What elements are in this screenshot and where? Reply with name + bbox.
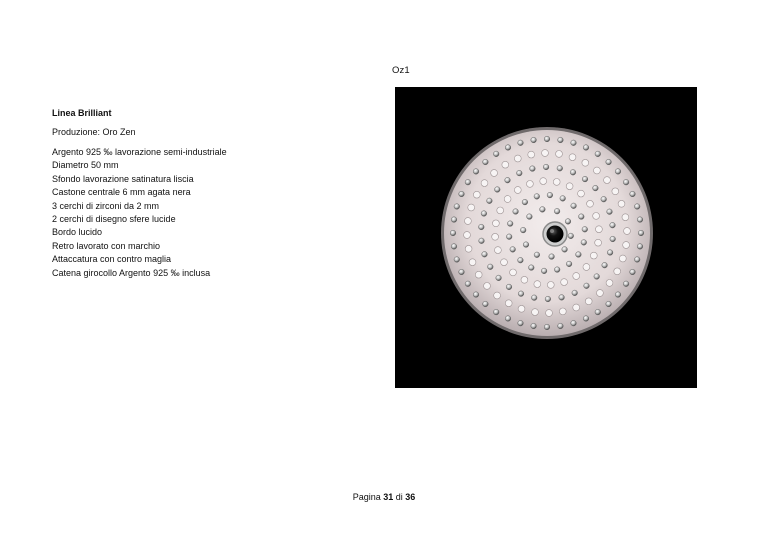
zircon-gem bbox=[565, 219, 571, 225]
feature-item: 3 cerchi di zirconi da 2 mm bbox=[52, 200, 160, 211]
product-producer: Produzione: Oro Zen bbox=[52, 127, 136, 137]
polished-sphere bbox=[521, 276, 528, 283]
zircon-gem bbox=[607, 209, 613, 215]
feature-item: Catena girocollo Argento 925 ‰ inclusa bbox=[52, 267, 211, 278]
polished-sphere bbox=[504, 196, 511, 203]
zircon-gem bbox=[465, 179, 471, 185]
polished-sphere bbox=[497, 207, 504, 214]
polished-sphere bbox=[532, 309, 539, 316]
polished-sphere bbox=[492, 233, 499, 240]
zircon-gem bbox=[518, 291, 524, 297]
zircon-gem bbox=[505, 316, 511, 322]
polished-sphere bbox=[597, 290, 604, 297]
zircon-gem bbox=[493, 309, 499, 315]
zircon-gem bbox=[610, 222, 616, 228]
zircon-gem bbox=[479, 224, 485, 230]
polished-sphere bbox=[528, 151, 535, 158]
polished-sphere bbox=[618, 200, 625, 207]
zircon-gem bbox=[450, 230, 456, 236]
zircon-gem bbox=[571, 203, 577, 209]
page-footer bbox=[0, 492, 768, 502]
zircon-gem bbox=[530, 166, 536, 172]
polished-sphere bbox=[469, 259, 476, 266]
polished-sphere bbox=[505, 300, 512, 307]
zircon-gem bbox=[576, 252, 582, 258]
zircon-gem bbox=[518, 320, 524, 326]
feature-item: 2 cerchi di disegno sfere lucide bbox=[52, 214, 176, 225]
zircon-gem bbox=[473, 292, 479, 298]
stone-highlight bbox=[550, 229, 554, 233]
feature-item: Argento 925 ‰ lavorazione semi-industriale bbox=[52, 147, 227, 157]
zircon-gem bbox=[571, 320, 577, 326]
zircon-gem bbox=[544, 136, 550, 142]
zircon-gem bbox=[634, 257, 640, 263]
feature-item: Bordo lucido bbox=[52, 227, 103, 238]
zircon-gem bbox=[581, 240, 587, 246]
zircon-gem bbox=[522, 199, 528, 205]
zircon-gem bbox=[606, 159, 612, 165]
zircon-gem bbox=[595, 151, 601, 157]
zircon-gem bbox=[481, 211, 487, 217]
polished-sphere bbox=[604, 177, 611, 184]
polished-sphere bbox=[596, 226, 603, 233]
polished-sphere bbox=[583, 264, 590, 271]
zircon-gem bbox=[505, 145, 511, 151]
polished-sphere bbox=[614, 268, 621, 275]
polished-sphere bbox=[542, 150, 549, 157]
zircon-gem bbox=[638, 230, 644, 236]
zircon-gem bbox=[558, 137, 564, 143]
zircon-gem bbox=[568, 233, 574, 239]
zircon-gem bbox=[566, 261, 572, 267]
footer-separator: di bbox=[395, 492, 403, 502]
zircon-gem bbox=[559, 295, 565, 301]
polished-sphere bbox=[484, 283, 491, 290]
zircon-gem bbox=[554, 267, 560, 273]
zircon-gem bbox=[465, 281, 471, 287]
page-code: Oz1 bbox=[392, 65, 410, 76]
agate-stone bbox=[547, 226, 564, 243]
polished-sphere bbox=[594, 167, 601, 174]
feature-item: Diametro 50 mm bbox=[52, 160, 119, 171]
polished-sphere bbox=[587, 200, 594, 207]
zircon-gem bbox=[506, 234, 512, 240]
zircon-gem bbox=[560, 196, 566, 202]
zircon-gem bbox=[451, 217, 457, 223]
zircon-gem bbox=[483, 159, 489, 165]
zircon-gem bbox=[543, 164, 549, 170]
polished-sphere bbox=[569, 154, 576, 161]
zircon-gem bbox=[554, 208, 560, 214]
polished-sphere bbox=[590, 252, 597, 259]
total-page-count: 36 bbox=[405, 492, 416, 502]
polished-sphere bbox=[559, 308, 566, 315]
zircon-gem bbox=[572, 290, 578, 296]
zircon-gem bbox=[495, 187, 501, 193]
zircon-gem bbox=[493, 151, 499, 157]
zircon-gem bbox=[540, 207, 546, 213]
zircon-gem bbox=[454, 257, 460, 263]
polished-sphere bbox=[494, 292, 501, 299]
zircon-gem bbox=[558, 323, 564, 329]
polished-sphere bbox=[473, 191, 480, 198]
zircon-gem bbox=[482, 252, 488, 258]
zircon-gem bbox=[562, 247, 568, 253]
zircon-gem bbox=[594, 274, 600, 280]
zircon-gem bbox=[549, 254, 555, 260]
zircon-gem bbox=[510, 247, 516, 253]
zircon-gem bbox=[496, 275, 502, 281]
polished-sphere bbox=[514, 155, 521, 162]
polished-sphere bbox=[493, 220, 500, 227]
zircon-gem bbox=[454, 204, 460, 210]
feature-item: Retro lavorato con marchio bbox=[52, 240, 161, 251]
zircon-gem bbox=[583, 145, 589, 151]
polished-sphere bbox=[540, 178, 547, 185]
zircon-gem bbox=[637, 244, 643, 250]
zircon-gem bbox=[583, 316, 589, 322]
polished-sphere bbox=[465, 218, 472, 225]
zircon-gem bbox=[607, 250, 613, 256]
feature-list bbox=[52, 146, 352, 280]
footer-prefix: Pagina bbox=[352, 492, 381, 502]
zircon-gem bbox=[595, 309, 601, 315]
polished-sphere bbox=[518, 305, 525, 312]
zircon-gem bbox=[602, 262, 608, 268]
polished-sphere bbox=[623, 242, 630, 249]
feature-item: Attaccatura con contro maglia bbox=[52, 254, 172, 265]
zircon-gem bbox=[534, 194, 540, 200]
polished-sphere bbox=[595, 239, 602, 246]
zircon-gem bbox=[541, 268, 547, 274]
zircon-gem bbox=[479, 238, 485, 244]
polished-sphere bbox=[514, 187, 521, 194]
zircon-gem bbox=[505, 177, 511, 183]
product-description bbox=[52, 108, 352, 280]
zircon-gem bbox=[488, 264, 494, 270]
polished-sphere bbox=[622, 214, 629, 221]
polished-sphere bbox=[501, 259, 508, 266]
zircon-gem bbox=[520, 227, 526, 233]
polished-sphere bbox=[468, 204, 475, 211]
zircon-gem bbox=[518, 257, 524, 263]
zircon-gem bbox=[582, 176, 588, 182]
polished-sphere bbox=[606, 280, 613, 287]
feature-item: Sfondo lavorazione satinatura liscia bbox=[52, 173, 194, 184]
polished-sphere bbox=[612, 188, 619, 195]
polished-sphere bbox=[546, 310, 553, 317]
zircon-gem bbox=[593, 185, 599, 191]
zircon-gem bbox=[623, 179, 629, 185]
zircon-gem bbox=[637, 217, 643, 223]
zircon-gem bbox=[451, 244, 457, 250]
zircon-gem bbox=[615, 169, 621, 175]
zircon-gem bbox=[534, 252, 540, 258]
product-photo bbox=[395, 87, 697, 388]
polished-sphere bbox=[573, 273, 580, 280]
zircon-gem bbox=[531, 323, 537, 329]
zircon-gem bbox=[623, 281, 629, 287]
polished-sphere bbox=[464, 232, 471, 239]
zircon-gem bbox=[531, 295, 537, 301]
zircon-gem bbox=[547, 192, 553, 198]
zircon-gem bbox=[630, 191, 636, 197]
polished-sphere bbox=[491, 170, 498, 177]
zircon-gem bbox=[473, 169, 479, 175]
polished-sphere bbox=[585, 298, 592, 305]
product-title: Linea Brilliant bbox=[52, 108, 112, 118]
pendant-image bbox=[395, 87, 697, 388]
polished-sphere bbox=[481, 180, 488, 187]
zircon-gem bbox=[459, 191, 465, 197]
polished-sphere bbox=[502, 161, 509, 168]
polished-sphere bbox=[495, 247, 502, 254]
polished-sphere bbox=[556, 151, 563, 158]
zircon-gem bbox=[531, 137, 537, 143]
zircon-gem bbox=[507, 221, 513, 227]
zircon-gem bbox=[582, 227, 588, 233]
zircon-gem bbox=[529, 265, 535, 271]
zircon-gem bbox=[630, 269, 636, 275]
polished-sphere bbox=[510, 269, 517, 276]
polished-sphere bbox=[527, 181, 534, 188]
zircon-gem bbox=[615, 292, 621, 298]
zircon-gem bbox=[601, 196, 607, 202]
zircon-gem bbox=[527, 214, 533, 220]
polished-sphere bbox=[578, 190, 585, 197]
zircon-gem bbox=[518, 140, 524, 146]
polished-sphere bbox=[593, 213, 600, 220]
polished-sphere bbox=[619, 255, 626, 262]
zircon-gem bbox=[506, 284, 512, 290]
zircon-gem bbox=[606, 301, 612, 307]
feature-item: Castone centrale 6 mm agata nera bbox=[52, 187, 191, 198]
zircon-gem bbox=[570, 170, 576, 176]
zircon-gem bbox=[517, 170, 523, 176]
zircon-gem bbox=[459, 269, 465, 275]
zircon-gem bbox=[557, 166, 563, 172]
zircon-gem bbox=[579, 214, 585, 220]
polished-sphere bbox=[573, 304, 580, 311]
zircon-gem bbox=[523, 242, 529, 248]
polished-sphere bbox=[465, 245, 472, 252]
zircon-gem bbox=[544, 324, 550, 330]
polished-sphere bbox=[547, 282, 554, 289]
polished-sphere bbox=[582, 159, 589, 166]
polished-sphere bbox=[553, 179, 560, 186]
current-page-number: 31 bbox=[383, 492, 394, 502]
zircon-gem bbox=[634, 204, 640, 210]
zircon-gem bbox=[571, 140, 577, 146]
zircon-gem bbox=[610, 236, 616, 242]
zircon-gem bbox=[487, 198, 493, 204]
zircon-gem bbox=[545, 296, 551, 302]
polished-sphere bbox=[534, 281, 541, 288]
zircon-gem bbox=[584, 283, 590, 289]
polished-sphere bbox=[561, 279, 568, 286]
zircon-gem bbox=[513, 209, 519, 215]
zircon-gem bbox=[483, 301, 489, 307]
polished-sphere bbox=[566, 183, 573, 190]
polished-sphere bbox=[624, 228, 631, 235]
polished-sphere bbox=[475, 271, 482, 278]
